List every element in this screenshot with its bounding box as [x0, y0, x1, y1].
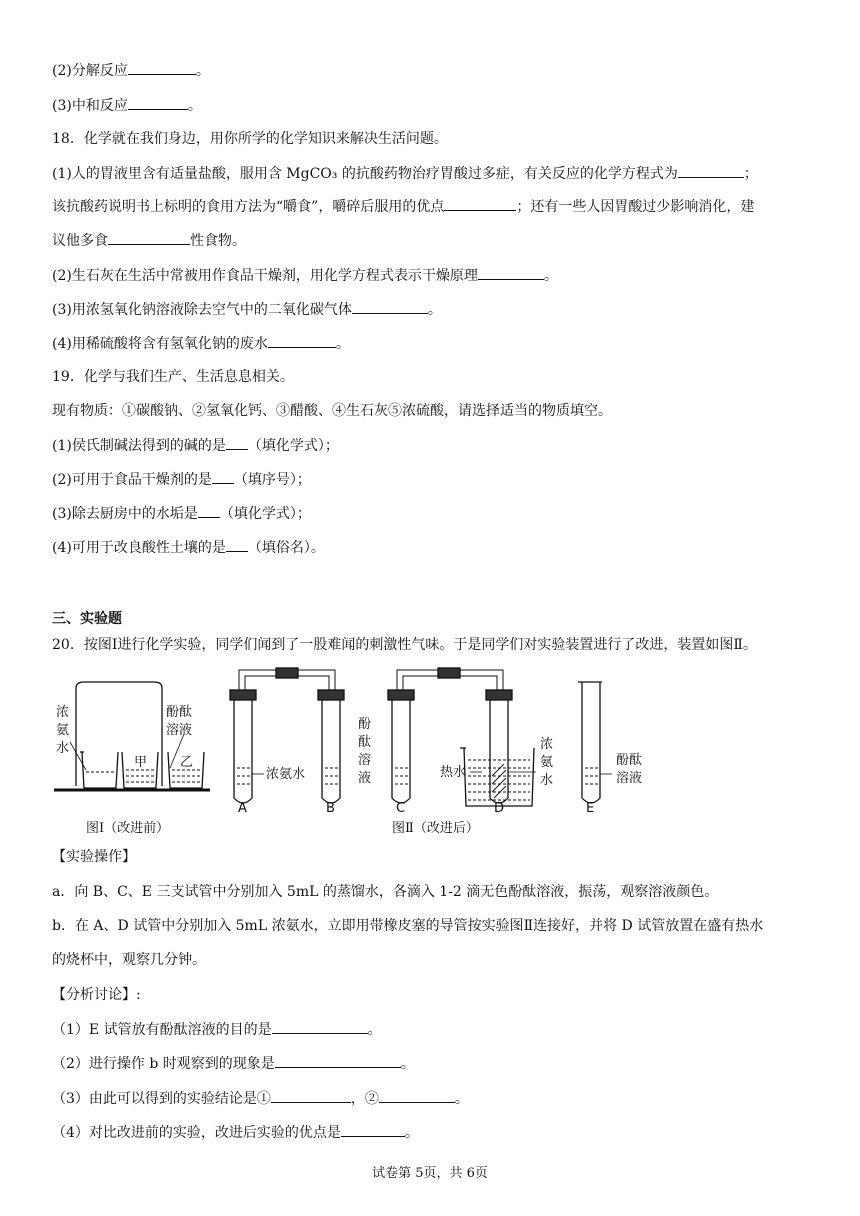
experiment-figure	[52, 656, 652, 838]
tube-letter-e: E	[586, 801, 595, 816]
q18-1-line-a	[52, 163, 758, 184]
q18-4-line	[52, 333, 350, 354]
fig1-ammonia-label-3: 水	[56, 741, 70, 756]
phenol-label-bc-4: 液	[358, 771, 372, 786]
answer-blank[interactable]	[275, 1053, 401, 1068]
answer-blank[interactable]	[128, 60, 196, 75]
punct: 。	[454, 1091, 469, 1107]
large-beaker-cover	[76, 682, 162, 786]
punct: 。	[187, 98, 202, 114]
fig2-caption: 图Ⅱ（改进后）	[392, 821, 479, 836]
answer-blank[interactable]	[226, 537, 248, 552]
q19-3-hint: （填化学式）；	[219, 506, 311, 522]
q18-1-line-c	[52, 230, 246, 251]
tube-letter-c: C	[396, 801, 406, 816]
analysis-1-text: （1）E 试管放有酚酞溶液的目的是	[52, 1022, 272, 1038]
stopper-d	[486, 690, 512, 700]
test-tube-c	[392, 700, 410, 803]
section-heading: 三、实验题	[52, 611, 122, 627]
q20-title: 20．按图Ⅰ进行化学实验，同学们闻到了一股难闻的刺激性气味。于是同学们对实验装置进行了改进，装置如图Ⅱ。	[52, 637, 757, 653]
ammonia-label-a: 浓氨水	[266, 767, 306, 782]
operation-heading: 【实验操作】	[52, 849, 136, 865]
stopper-c	[388, 690, 414, 700]
punct: 。	[367, 1022, 382, 1038]
q19-1-text: (1)侯氏制碱法得到的碱的是	[52, 438, 226, 454]
q17-2-line	[52, 60, 210, 81]
phenol-label-bc-3: 溶	[358, 753, 372, 768]
page-footer: 试卷第 5页，共 6页	[372, 1166, 488, 1181]
q19-4-hint: （填俗名）。	[247, 540, 325, 556]
test-tube-e	[582, 682, 600, 803]
q18-2-text: (2)生石灰在生活中常被用作食品干燥剂，用化学方程式表示干燥原理	[52, 268, 478, 284]
q18-1-line-b	[52, 196, 754, 217]
q19-3-text: (3)除去厨房中的水垢是	[52, 506, 198, 522]
answer-blank[interactable]	[478, 265, 544, 280]
analysis-3-text: （3）由此可以得到的实验结论是①	[52, 1091, 271, 1107]
fig1-phenol-label-2: 溶液	[166, 723, 193, 738]
fig1-phenol-label-1: 酚酞	[166, 705, 193, 720]
q18-1-text-b2: ；还有一些人因胃酸过少影响消化，建	[516, 199, 755, 215]
answer-blank[interactable]	[341, 1122, 405, 1137]
stopper-a	[230, 690, 256, 700]
punct: 。	[404, 1125, 419, 1141]
punct: 。	[195, 63, 210, 79]
q18-1-text-b: 该抗酸药说明书上标明的食用方法为“嚼食”，嚼碎后服用的优点	[52, 199, 445, 215]
q17-2-text: (2)分解反应	[52, 63, 128, 79]
q19-2-text: (2)可用于食品干燥剂的是	[52, 472, 212, 488]
analysis-1	[52, 1019, 382, 1040]
stopper-b	[318, 690, 344, 700]
q19-4-text: (4)可用于改良酸性土壤的是	[52, 540, 226, 556]
analysis-2-text: （2）进行操作 b 时观察到的现象是	[52, 1056, 275, 1072]
phenol-label-e-2: 溶液	[616, 771, 643, 786]
test-tube-b	[322, 700, 340, 803]
analysis-4-text: （4）对比改进前的实验，改进后实验的优点是	[52, 1125, 341, 1141]
analysis-heading: 【分析讨论】:	[52, 987, 141, 1003]
q19-intro: 现有物质：①碳酸钠、②氢氧化钙、③醋酸、④生石灰⑤浓硫酸，请选择适当的物质填空。	[52, 403, 612, 419]
analysis-3	[52, 1088, 469, 1109]
ammonia-label-d-1: 浓	[540, 737, 554, 752]
q19-title: 19．化学与我们生产、生活息息相关。	[52, 369, 294, 385]
punct: ；	[743, 166, 758, 182]
answer-blank[interactable]	[268, 333, 336, 348]
fig1-yi-label: 乙	[180, 755, 194, 770]
punct: 。	[400, 1056, 415, 1072]
q18-2-line	[52, 265, 558, 286]
fig1-jia-label: 甲	[134, 755, 148, 770]
analysis-3-mid: ，②	[350, 1091, 379, 1107]
fig1-ammonia-label-2: 氨	[56, 723, 70, 738]
q19-1-line	[52, 435, 339, 456]
q19-2-line	[52, 469, 311, 490]
answer-blank[interactable]	[198, 503, 220, 518]
operation-a: a．向 B、C、E 三支试管中分别加入 5mL 的蒸馏水，各滴入 1-2 滴无色酚酞溶液，振荡，观察溶液颜色。	[52, 884, 719, 900]
punct: 。	[427, 302, 442, 318]
q18-4-text: (4)用稀硫酸将含有氢氧化钠的废水	[52, 336, 268, 352]
punct: 。	[335, 336, 350, 352]
q19-4-line	[52, 537, 325, 558]
answer-blank[interactable]	[272, 1019, 368, 1034]
q18-1-text-c: 议他多食	[52, 233, 108, 249]
phenol-label-e-1: 酚酞	[616, 753, 643, 768]
q17-3-line	[52, 95, 202, 116]
answer-blank[interactable]	[212, 469, 234, 484]
answer-blank[interactable]	[108, 230, 190, 245]
answer-blank[interactable]	[678, 163, 744, 178]
q17-3-text: (3)中和反应	[52, 98, 128, 114]
q18-3-line	[52, 299, 442, 320]
q18-3-text: (3)用浓氢氧化钠溶液除去空气中的二氧化碳气体	[52, 302, 352, 318]
answer-blank[interactable]	[226, 435, 248, 450]
analysis-4	[52, 1122, 419, 1143]
operation-b-1: b．在 A、D 试管中分别加入 5mL 浓氨水，立即用带橡皮塞的导管按实验图Ⅱ连接好，并将 D 试管放置在盛有热水	[52, 918, 764, 934]
test-tube-d	[490, 700, 508, 803]
tube-letter-a: A	[238, 801, 247, 816]
operation-b-2: 的烧杯中，观察几分钟。	[52, 952, 206, 968]
analysis-2	[52, 1053, 415, 1074]
q18-1-text: (1)人的胃液里含有适量盐酸，服用含 MgCO₃ 的抗酸药物治疗胃酸过多症，有关反应的化学方程式为	[52, 166, 678, 182]
answer-blank[interactable]	[379, 1088, 455, 1103]
fig1-ammonia-label-1: 浓	[56, 705, 70, 720]
q19-3-line	[52, 503, 311, 524]
fig1-caption: 图Ⅰ（改进前）	[86, 821, 170, 836]
ammonia-label-d-2: 氨	[540, 755, 554, 770]
answer-blank[interactable]	[352, 299, 428, 314]
answer-blank[interactable]	[128, 95, 188, 110]
tube-letter-d: D	[494, 801, 505, 816]
q19-1-hint: （填化学式）；	[247, 438, 339, 454]
test-tube-a	[234, 700, 252, 803]
ammonia-label-d-3: 水	[540, 773, 554, 788]
answer-blank[interactable]	[444, 196, 516, 211]
q18-title: 18．化学就在我们身边，用你所学的化学知识来解决生活问题。	[52, 131, 448, 147]
q19-2-hint: （填序号）；	[233, 472, 311, 488]
phenol-label-bc-1: 酚	[358, 717, 372, 732]
phenol-label-bc-2: 酞	[358, 735, 372, 750]
answer-blank[interactable]	[271, 1088, 351, 1103]
q18-1-text-c2: 性食物。	[190, 233, 246, 249]
hot-water-label: 热水	[440, 765, 467, 780]
tube-letter-b: B	[326, 801, 335, 816]
punct: 。	[543, 268, 558, 284]
beaker-ammonia	[82, 752, 118, 788]
